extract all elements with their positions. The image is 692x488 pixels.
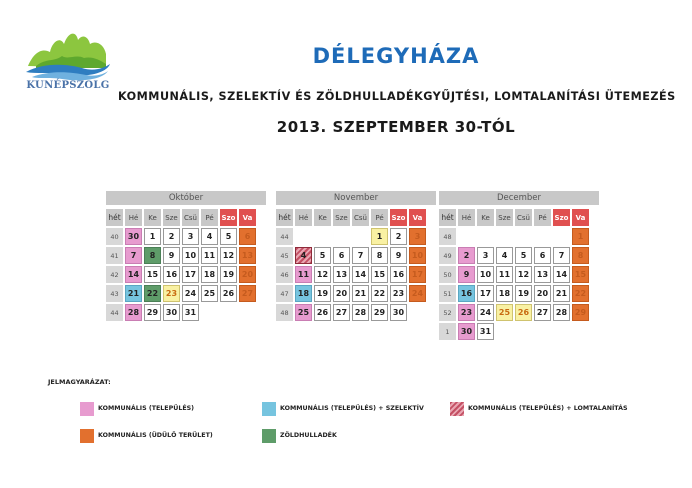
week-number: 43 bbox=[106, 285, 123, 302]
day-header: Hé bbox=[295, 209, 312, 226]
month-title: December bbox=[439, 191, 599, 205]
day-cell: 24 bbox=[182, 285, 199, 302]
day-cell: 23 bbox=[163, 285, 180, 302]
day-header: Sze bbox=[333, 209, 350, 226]
day-cell: 11 bbox=[201, 247, 218, 264]
day-cell: 15 bbox=[371, 266, 388, 283]
legend-title: JELMAGYARÁZAT: bbox=[48, 378, 111, 386]
week-header: hét bbox=[439, 209, 456, 226]
day-cell: 16 bbox=[390, 266, 407, 283]
legend-swatch-udulo bbox=[80, 429, 94, 443]
day-header: Szo bbox=[220, 209, 237, 226]
day-cell: 20 bbox=[239, 266, 256, 283]
week-number: 46 bbox=[276, 266, 293, 283]
empty-cell bbox=[314, 228, 331, 245]
day-cell: 10 bbox=[477, 266, 494, 283]
legend-swatch-kommunalis bbox=[80, 402, 94, 416]
day-cell: 21 bbox=[553, 285, 570, 302]
empty-cell bbox=[239, 304, 256, 321]
empty-cell bbox=[553, 228, 570, 245]
day-cell: 18 bbox=[496, 285, 513, 302]
day-cell: 22 bbox=[144, 285, 161, 302]
empty-cell bbox=[477, 228, 494, 245]
week-number: 52 bbox=[439, 304, 456, 321]
day-header: Sze bbox=[163, 209, 180, 226]
week-number: 1 bbox=[439, 323, 456, 340]
legend-label: ZÖLDHULLADÉK bbox=[280, 432, 337, 439]
day-cell: 2 bbox=[390, 228, 407, 245]
empty-cell bbox=[534, 323, 551, 340]
day-header: Pé bbox=[534, 209, 551, 226]
empty-cell bbox=[295, 228, 312, 245]
day-cell: 11 bbox=[496, 266, 513, 283]
empty-cell bbox=[409, 304, 426, 321]
legend-swatch-szelektiv bbox=[262, 402, 276, 416]
empty-cell bbox=[515, 323, 532, 340]
day-cell: 8 bbox=[144, 247, 161, 264]
day-header: Sze bbox=[496, 209, 513, 226]
day-header: Csü bbox=[352, 209, 369, 226]
day-cell: 31 bbox=[182, 304, 199, 321]
day-cell: 4 bbox=[295, 247, 312, 264]
day-cell: 12 bbox=[220, 247, 237, 264]
week-number: 51 bbox=[439, 285, 456, 302]
day-cell: 6 bbox=[333, 247, 350, 264]
week-number: 47 bbox=[276, 285, 293, 302]
day-cell: 2 bbox=[163, 228, 180, 245]
day-cell: 21 bbox=[352, 285, 369, 302]
page-subtitle: KOMMUNÁLIS, SZELEKTÍV ÉS ZÖLDHULLADÉKGYŰJTÉSI, LOMTALANÍTÁSI ÜTEMEZÉS bbox=[118, 90, 676, 103]
day-cell: 29 bbox=[572, 304, 589, 321]
day-cell: 26 bbox=[515, 304, 532, 321]
week-number: 48 bbox=[439, 228, 456, 245]
day-cell: 28 bbox=[352, 304, 369, 321]
empty-cell bbox=[553, 323, 570, 340]
day-cell: 17 bbox=[182, 266, 199, 283]
day-cell: 29 bbox=[371, 304, 388, 321]
day-cell: 15 bbox=[572, 266, 589, 283]
day-cell: 17 bbox=[477, 285, 494, 302]
month-october bbox=[106, 191, 266, 323]
day-header: Pé bbox=[371, 209, 388, 226]
day-cell: 12 bbox=[515, 266, 532, 283]
week-number: 42 bbox=[106, 266, 123, 283]
day-cell: 23 bbox=[458, 304, 475, 321]
day-cell: 14 bbox=[125, 266, 142, 283]
week-number: 40 bbox=[106, 228, 123, 245]
empty-cell bbox=[496, 323, 513, 340]
day-cell: 27 bbox=[534, 304, 551, 321]
day-cell: 26 bbox=[314, 304, 331, 321]
legend-label: KOMMUNÁLIS (TELEPÜLÉS) + LOMTALANÍTÁS bbox=[468, 405, 628, 412]
calendar-table bbox=[274, 207, 428, 323]
day-header: Va bbox=[239, 209, 256, 226]
day-cell: 1 bbox=[371, 228, 388, 245]
day-cell: 22 bbox=[371, 285, 388, 302]
day-cell: 9 bbox=[458, 266, 475, 283]
week-number: 50 bbox=[439, 266, 456, 283]
day-cell: 14 bbox=[553, 266, 570, 283]
day-cell: 28 bbox=[125, 304, 142, 321]
day-cell: 20 bbox=[333, 285, 350, 302]
day-cell: 1 bbox=[572, 228, 589, 245]
empty-cell bbox=[201, 304, 218, 321]
legend-label: KOMMUNÁLIS (ÜDÜLŐ TERÜLET) bbox=[98, 432, 213, 439]
day-header: Szo bbox=[390, 209, 407, 226]
day-cell: 18 bbox=[201, 266, 218, 283]
day-cell: 20 bbox=[534, 285, 551, 302]
day-cell: 19 bbox=[314, 285, 331, 302]
empty-cell bbox=[496, 228, 513, 245]
week-number: 44 bbox=[106, 304, 123, 321]
day-cell: 9 bbox=[390, 247, 407, 264]
day-cell: 6 bbox=[239, 228, 256, 245]
day-cell: 30 bbox=[458, 323, 475, 340]
week-number: 49 bbox=[439, 247, 456, 264]
day-cell: 5 bbox=[515, 247, 532, 264]
month-title: November bbox=[276, 191, 436, 205]
day-cell: 10 bbox=[182, 247, 199, 264]
legend-label: KOMMUNÁLIS (TELEPÜLÉS) bbox=[98, 405, 195, 412]
day-cell: 10 bbox=[409, 247, 426, 264]
day-cell: 14 bbox=[352, 266, 369, 283]
day-header: Pé bbox=[201, 209, 218, 226]
day-cell: 17 bbox=[409, 266, 426, 283]
day-header: Szo bbox=[553, 209, 570, 226]
day-cell: 21 bbox=[125, 285, 142, 302]
empty-cell bbox=[458, 228, 475, 245]
calendar-table bbox=[437, 207, 591, 342]
day-cell: 5 bbox=[220, 228, 237, 245]
day-cell: 4 bbox=[496, 247, 513, 264]
week-number: 44 bbox=[276, 228, 293, 245]
day-header: Hé bbox=[125, 209, 142, 226]
day-cell: 8 bbox=[371, 247, 388, 264]
legend-label: KOMMUNÁLIS (TELEPÜLÉS) + SZELEKTÍV bbox=[280, 405, 424, 412]
day-cell: 7 bbox=[125, 247, 142, 264]
day-header: Ke bbox=[144, 209, 161, 226]
day-cell: 8 bbox=[572, 247, 589, 264]
empty-cell bbox=[515, 228, 532, 245]
legend-swatch-zoldhulladek bbox=[262, 429, 276, 443]
day-cell: 24 bbox=[477, 304, 494, 321]
day-cell: 27 bbox=[333, 304, 350, 321]
day-cell: 15 bbox=[144, 266, 161, 283]
day-cell: 7 bbox=[553, 247, 570, 264]
empty-cell bbox=[534, 228, 551, 245]
day-cell: 2 bbox=[458, 247, 475, 264]
day-cell: 13 bbox=[239, 247, 256, 264]
day-cell: 4 bbox=[201, 228, 218, 245]
empty-cell bbox=[333, 228, 350, 245]
day-header: Csü bbox=[515, 209, 532, 226]
day-cell: 28 bbox=[553, 304, 570, 321]
day-cell: 11 bbox=[295, 266, 312, 283]
day-cell: 16 bbox=[163, 266, 180, 283]
day-cell: 5 bbox=[314, 247, 331, 264]
day-header: Va bbox=[572, 209, 589, 226]
week-number: 48 bbox=[276, 304, 293, 321]
day-cell: 27 bbox=[239, 285, 256, 302]
day-header: Csü bbox=[182, 209, 199, 226]
week-number: 41 bbox=[106, 247, 123, 264]
day-header: Va bbox=[409, 209, 426, 226]
day-cell: 9 bbox=[163, 247, 180, 264]
day-cell: 13 bbox=[333, 266, 350, 283]
empty-cell bbox=[572, 323, 589, 340]
week-header: hét bbox=[106, 209, 123, 226]
day-header: Ke bbox=[314, 209, 331, 226]
day-cell: 30 bbox=[125, 228, 142, 245]
week-number: 45 bbox=[276, 247, 293, 264]
day-cell: 29 bbox=[144, 304, 161, 321]
day-cell: 1 bbox=[144, 228, 161, 245]
empty-cell bbox=[352, 228, 369, 245]
day-cell: 18 bbox=[295, 285, 312, 302]
day-header: Ke bbox=[477, 209, 494, 226]
day-cell: 23 bbox=[390, 285, 407, 302]
day-cell: 12 bbox=[314, 266, 331, 283]
month-december bbox=[439, 191, 599, 342]
month-title: Október bbox=[106, 191, 266, 205]
day-cell: 24 bbox=[409, 285, 426, 302]
day-cell: 19 bbox=[515, 285, 532, 302]
day-cell: 13 bbox=[534, 266, 551, 283]
day-cell: 22 bbox=[572, 285, 589, 302]
week-header: hét bbox=[276, 209, 293, 226]
logo-text: KUNÉPSZOLG bbox=[26, 80, 110, 91]
day-cell: 6 bbox=[534, 247, 551, 264]
day-cell: 7 bbox=[352, 247, 369, 264]
day-cell: 16 bbox=[458, 285, 475, 302]
calendar-table bbox=[104, 207, 258, 323]
page-title: DÉLEGYHÁZA bbox=[312, 44, 480, 68]
day-cell: 31 bbox=[477, 323, 494, 340]
legend-swatch-lomtalanitas bbox=[450, 402, 464, 416]
month-november bbox=[276, 191, 436, 323]
day-cell: 30 bbox=[390, 304, 407, 321]
day-cell: 3 bbox=[182, 228, 199, 245]
day-cell: 19 bbox=[220, 266, 237, 283]
empty-cell bbox=[220, 304, 237, 321]
day-cell: 3 bbox=[409, 228, 426, 245]
day-cell: 25 bbox=[295, 304, 312, 321]
day-cell: 25 bbox=[201, 285, 218, 302]
day-cell: 3 bbox=[477, 247, 494, 264]
schedule-date: 2013. SZEPTEMBER 30-TÓL bbox=[276, 118, 516, 136]
day-header: Hé bbox=[458, 209, 475, 226]
day-cell: 26 bbox=[220, 285, 237, 302]
day-cell: 30 bbox=[163, 304, 180, 321]
day-cell: 25 bbox=[496, 304, 513, 321]
